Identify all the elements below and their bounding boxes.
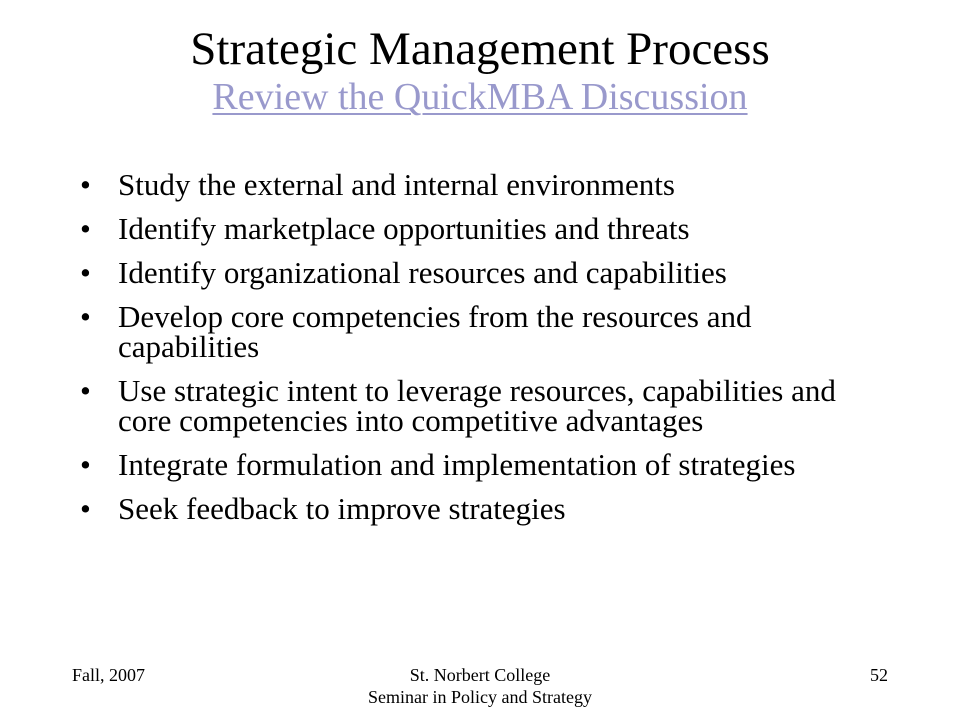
bullet-item [80,255,880,290]
bullet-text: Develop core competencies from the resources and capabilities [118,299,752,364]
bullet-dot-icon: • [80,299,91,334]
bullet-item [80,167,880,202]
bullet-dot-icon: • [80,167,91,202]
bullet-dot-icon: • [80,211,91,246]
bullet-item [80,373,880,438]
bullet-text: Seek feedback to improve strategies [118,491,566,526]
bullet-text: Study the external and internal environments [118,167,675,202]
bullet-item [80,299,880,364]
bullet-dot-icon: • [80,373,91,408]
bullet-text: Identify marketplace opportunities and threats [118,211,690,246]
slide-title: Strategic Management Process [190,23,770,75]
bullet-item [80,447,880,482]
bullet-item [80,211,880,246]
bullet-dot-icon: • [80,255,91,290]
quickmba-discussion-link[interactable]: Review the QuickMBA Discussion [212,76,748,118]
bullet-item [80,491,880,526]
footer-college: St. Norbert College [409,665,551,685]
bullet-text: Integrate formulation and implementation of strategies [118,447,796,482]
bullet-dot-icon: • [80,447,91,482]
footer-page-number: 52 [870,665,888,685]
footer-course: Seminar in Policy and Strategy [368,687,592,707]
bullet-dot-icon: • [80,491,91,526]
bullet-text: Use strategic intent to leverage resources, capabilities and core competencies into competitive advantages [118,373,836,438]
title-block [60,22,900,118]
footer-institution [280,664,680,708]
bullet-list [80,167,880,538]
bullet-text: Identify organizational resources and capabilities [118,255,727,290]
footer-date: Fall, 2007 [72,665,146,685]
